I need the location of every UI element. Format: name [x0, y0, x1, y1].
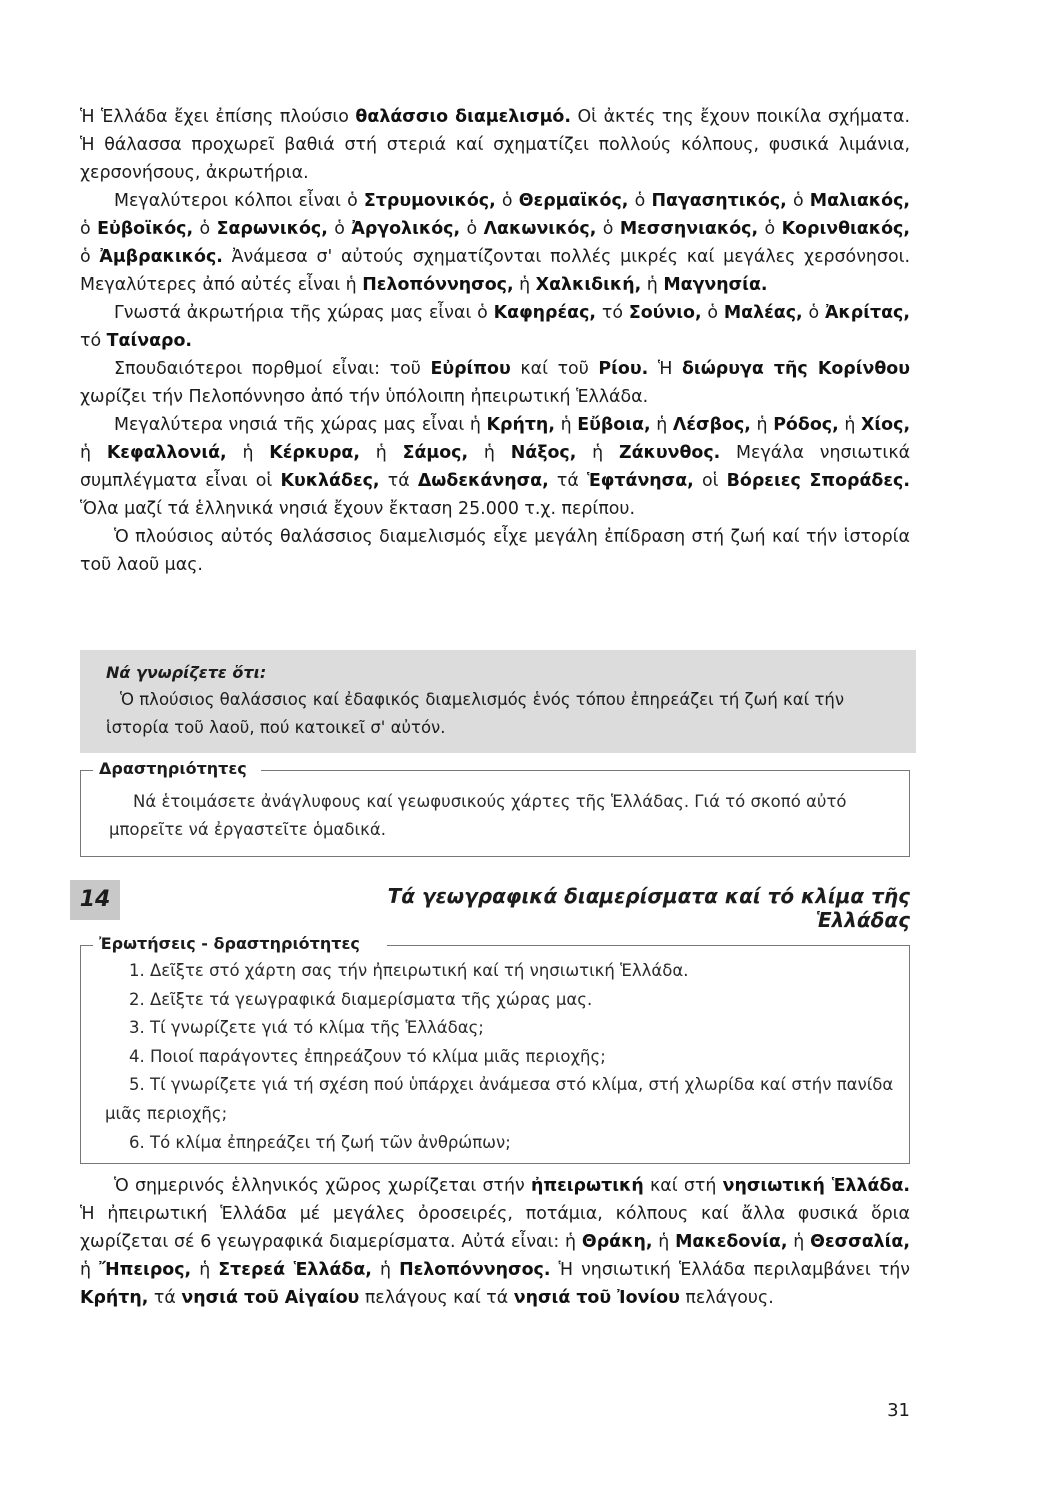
text-run: ὁ — [596, 219, 620, 239]
paragraph-regions — [80, 1172, 910, 1312]
bold-term: Εὔβοια, — [577, 415, 651, 435]
text-run: Ὁ πλούσιος αὐτός θαλάσσιος διαμελισμός εἶχε μεγάλη ἐπίδραση στή ζωή καί τήν ἱστορία τοῦ λαοῦ μας. — [80, 527, 910, 575]
bold-term: Λέσβος, — [672, 415, 751, 435]
text-run: ὁ — [758, 219, 782, 239]
text-run: ἡ — [80, 1260, 100, 1280]
bold-term: Μαλιακός, — [809, 191, 910, 211]
text-run: ἡ — [191, 1260, 219, 1280]
text-run: τό — [80, 331, 107, 351]
text-run: Μεγαλύτεροι κόλποι εἶναι ὁ — [114, 191, 364, 211]
bold-term: Εὐβοϊκός, — [97, 219, 194, 239]
text-run: χωρίζει τήν Πελοπόννησο ἀπό τήν ὑπόλοιπη ἠπειρωτική Ἑλλάδα. — [80, 387, 649, 407]
bold-term: Μαγνησία. — [663, 275, 768, 295]
bold-term: Νάξος, — [510, 443, 577, 463]
text-run: Ἡ ἠπειρωτική Ἑλλάδα μέ μεγάλες ὀροσειρές, ποτάμια, κόλπους καί ἄλλα φυσικά ὅρια χωρίζεται σέ 6 γεωγραφικά διαμερίσματα. Αὐτά εἶναι: ἡ — [80, 1204, 910, 1252]
bold-term: νησιωτική Ἑλλάδα. — [722, 1176, 910, 1196]
bold-term: Ρίου. — [598, 359, 649, 379]
text-run: Ἡ Ἑλλάδα ἔχει ἐπίσης πλούσιο — [80, 107, 356, 127]
text-run: τά — [379, 471, 418, 491]
activities-box — [80, 759, 910, 857]
text-run: Ἀνάμεσα σ' αὐτούς σχηματίζονται πολλές μικρές καί μεγάλες χερσόνησοι. Μεγαλύτερες ἀπό αὐτές εἶναι ἡ — [80, 247, 911, 295]
text-run: ὁ — [327, 219, 352, 239]
text-run: ὁ — [802, 303, 825, 323]
chapter-number: 14 — [70, 880, 120, 920]
chapter-title: Τά γεωγραφικά διαμερίσματα καί τό κλίμα τῆς Ἑλλάδας — [387, 884, 910, 932]
text-run: ὁ — [701, 303, 724, 323]
bold-term: νησιά τοῦ Ἰονίου — [513, 1288, 680, 1308]
bold-term: Θράκη, — [581, 1232, 653, 1252]
question-item: 5. Τί γνωρίζετε γιά τή σχέση πού ὑπάρχει ἀνάμεσα στό κλίμα, στή χλωρίδα καί στήν πανίδα μιᾶς περιοχῆς; — [105, 1075, 894, 1123]
text-run: ἡ — [468, 443, 511, 463]
bold-term: Ἀκρίτας, — [824, 303, 910, 323]
text-run: ἡ — [641, 275, 664, 295]
text-run: Μεγαλύτερα νησιά τῆς χώρας μας εἶναι ἡ — [114, 415, 487, 435]
text-run: ὁ — [460, 219, 484, 239]
question-item: 4. Ποιοί παράγοντες ἐπηρεάζουν τό κλίμα μιᾶς περιοχῆς; — [129, 1046, 606, 1066]
text-run: ἡ — [576, 443, 619, 463]
text-run: ἡ — [554, 415, 578, 435]
bold-term: Ζάκυνθος. — [618, 443, 721, 463]
text-run: ἡ — [226, 443, 270, 463]
bold-term: θαλάσσιο διαμελισμό. — [355, 107, 571, 127]
bold-term: Μεσσηνιακός, — [619, 219, 759, 239]
bold-term: Δωδεκάνησα, — [417, 471, 549, 491]
bold-term: ἠπειρωτική — [530, 1176, 644, 1196]
text-run: ὁ — [786, 191, 810, 211]
bold-term: Ρόδος, — [773, 415, 839, 435]
questions-box — [80, 934, 910, 1164]
bold-term: Λακωνικός, — [483, 219, 597, 239]
text-run: ἡ — [838, 415, 861, 435]
paragraph-islands — [80, 411, 910, 523]
text-run: ὁ — [628, 191, 652, 211]
text-run: καί τοῦ — [510, 359, 599, 379]
text-run: ἡ — [652, 1232, 676, 1252]
bold-term: Καφηρέας, — [493, 303, 597, 323]
text-run: πελάγους καί τά — [359, 1288, 514, 1308]
closing-section — [80, 1172, 910, 1312]
text-run: τά — [548, 471, 587, 491]
text-run: ὁ — [80, 219, 98, 239]
bold-term: Κορινθιακός, — [781, 219, 910, 239]
text-run: οἱ — [693, 471, 727, 491]
bold-term: Κρήτη, — [486, 415, 555, 435]
text-run: πελάγους. — [679, 1288, 774, 1308]
bold-term: Στρυμονικός, — [363, 191, 496, 211]
bold-term: Βόρειες Σποράδες. — [726, 471, 910, 491]
paragraph-influence — [80, 523, 910, 579]
paragraph-coastline — [80, 103, 910, 187]
questions-label: Ἐρωτήσεις - δραστηριότητες — [95, 934, 364, 953]
bold-term: Χίος, — [861, 415, 911, 435]
did-you-know-box — [80, 650, 916, 753]
text-run: Ὅλα μαζί τά ἑλληνικά νησιά ἔχουν ἔκταση 25.000 τ.χ. περίπου. — [80, 499, 636, 519]
bold-term: νησιά τοῦ Αἰγαίου — [181, 1288, 360, 1308]
text-run: Ἡ νησιωτική Ἑλλάδα περιλαμβάνει τήν — [550, 1260, 911, 1280]
question-item: 6. Τό κλίμα ἐπηρεάζει τή ζωή τῶν ἀνθρώπων; — [129, 1132, 511, 1152]
bold-term: Μαλέας, — [723, 303, 803, 323]
text-run: Ἡ — [648, 359, 682, 379]
bold-term: Ἑφτάνησα, — [586, 471, 694, 491]
bold-term: Σαρωνικός, — [216, 219, 328, 239]
page-number: 31 — [887, 1400, 910, 1421]
bold-term: Θερμαϊκός, — [518, 191, 629, 211]
bold-term: Χαλκιδική, — [535, 275, 642, 295]
bold-term: Θεσσαλία, — [810, 1232, 910, 1252]
text-run: ἡ — [80, 443, 107, 463]
note-body: Ὁ πλούσιος θαλάσσιος καί ἐδαφικός διαμελισμός ἑνός τόπου ἐπηρεάζει τή ζωή καί τήν ἱστορία τοῦ λαοῦ, πού κατοικεῖ σ' αὐτόν. — [106, 690, 845, 737]
questions-list — [105, 957, 895, 1157]
text-run: ὁ — [495, 191, 519, 211]
question-item: 3. Τί γνωρίζετε γιά τό κλίμα τῆς Ἑλλάδας; — [129, 1018, 484, 1038]
text-run: ἡ — [650, 415, 673, 435]
bold-term: Κρήτη, — [80, 1288, 149, 1308]
bold-term: Ἀμβρακικός. — [99, 247, 223, 267]
text-run: ἡ — [750, 415, 774, 435]
text-run: Γνωστά ἀκρωτήρια τῆς χώρας μας εἶναι ὁ — [114, 303, 494, 323]
text-run: ἡ — [513, 275, 536, 295]
bold-term: Κεφαλλονιά, — [106, 443, 227, 463]
bold-term: Πελοπόννησος, — [362, 275, 514, 295]
paragraph-straits — [80, 355, 910, 411]
bold-term: Πελοπόννησος. — [399, 1260, 551, 1280]
activities-label: Δραστηριότητες — [95, 759, 251, 778]
activities-body: Νά ἑτοιμάσετε ἀνάγλυφους καί γεωφυσικούς χάρτες τῆς Ἑλλάδας. Γιά τό σκοπό αὐτό μπορεῖτε νά ἐργαστεῖτε ὁμαδικά. — [109, 792, 847, 839]
bold-term: Μακεδονία, — [675, 1232, 788, 1252]
paragraph-capes — [80, 299, 910, 355]
bold-term: Σούνιο, — [628, 303, 702, 323]
question-item: 2. Δεῖξτε τά γεωγραφικά διαμερίσματα τῆς χώρας μας. — [129, 989, 593, 1009]
text-run: ὁ — [193, 219, 217, 239]
text-run: Μεγάλα νησιωτικά συμπλέγματα εἶναι οἱ — [80, 443, 911, 491]
text-run: ὁ — [80, 247, 100, 267]
bold-term: Κυκλάδες, — [280, 471, 380, 491]
bold-term: Εὐρίπου — [430, 359, 511, 379]
text-run: Σπουδαιότεροι πορθμοί εἶναι: τοῦ — [114, 359, 431, 379]
paragraph-gulfs — [80, 187, 910, 299]
intro-section — [80, 103, 910, 579]
bold-term: Παγασητικός, — [651, 191, 787, 211]
text-run: ἡ — [787, 1232, 811, 1252]
bold-term: Σάμος, — [402, 443, 469, 463]
question-item: 1. Δεῖξτε στό χάρτη σας τήν ἠπειρωτική καί τή νησιωτική Ἑλλάδα. — [129, 961, 689, 980]
text-run: Ὁ σημερινός ἑλληνικός χῶρος χωρίζεται στήν — [114, 1176, 531, 1196]
text-run: τά — [148, 1288, 182, 1308]
bold-term: Ἀργολικός, — [351, 219, 461, 239]
note-heading: Νά γνωρίζετε ὅτι: — [106, 663, 267, 682]
text-run: ἡ — [371, 1260, 400, 1280]
bold-term: διώρυγα τῆς Κορίνθου — [681, 359, 910, 379]
text-run: καί στή — [643, 1176, 723, 1196]
bold-term: Κέρκυρα, — [269, 443, 360, 463]
text-run: τό — [596, 303, 629, 323]
text-run: Οἱ ἀκτές της ἔχουν ποικίλα σχήματα. Ἡ θάλασσα προχωρεῖ βαθιά στή στεριά καί σχηματίζει πολλούς κόλπους, φυσικά λιμάνια, χερσονήσους, ἀκρωτήρια. — [80, 107, 910, 183]
bold-term: Ἤπειρος, — [99, 1260, 192, 1280]
text-run: ἡ — [359, 443, 403, 463]
bold-term: Ταίναρο. — [106, 331, 193, 351]
bold-term: Στερεά Ἑλλάδα, — [218, 1260, 372, 1280]
